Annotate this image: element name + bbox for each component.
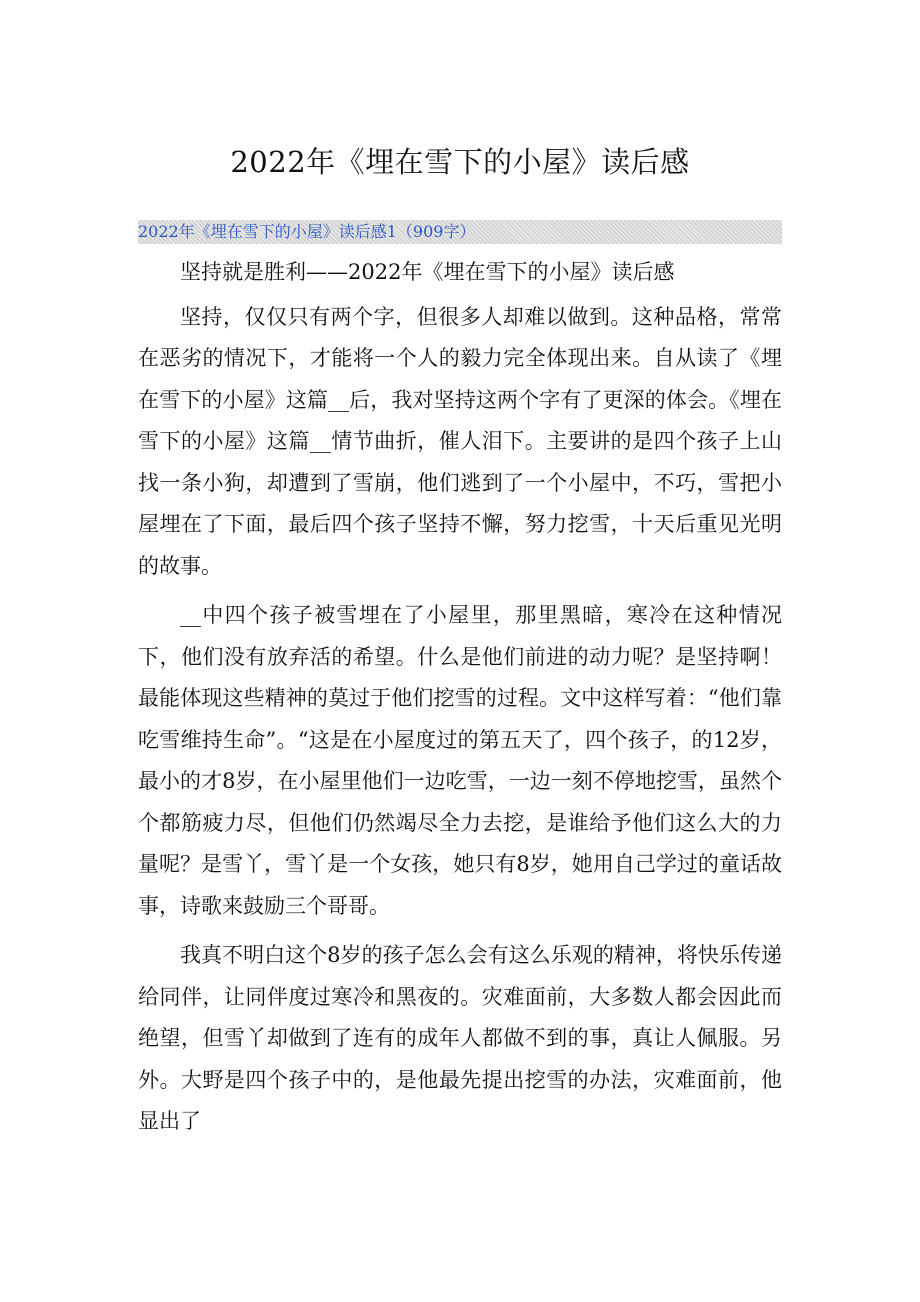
paragraph: __中四个孩子被雪埋在了小屋里，那里黑暗，寒冷在这种情况下，他们没有放弃活的希望。什么是他们前进的动力呢？是坚持啊！最能体现这些精神的莫过于他们挖雪的过程。文中这样写着：“他们靠吃雪维持生命”。“这是在小屋度过的第五天了，四个孩子，的12岁，最小的才8岁，在小屋里他们一边吃雪，一边一刻不停地挖雪，虽然个个都筋疲力尽，但他们仍然竭尽全力去挖，是谁给予他们这么大的力量呢？是雪丫，雪丫是一个女孩，她只有8岁，她用自己学过的童话故事，诗歌来鼓励三个哥哥。 — [138, 603, 782, 918]
document-title: 2022年《埋在雪下的小屋》读后感 — [230, 145, 690, 179]
essay-subtitle: 坚持就是胜利——2022年《埋在雪下的小屋》读后感 — [180, 260, 675, 284]
paragraph: 坚持，仅仅只有两个字，但很多人却难以做到。这种品格，常常在恶劣的情况下，才能将一个人的毅力完全体现出来。自从读了《埋在雪下的小屋》这篇__后，我对坚持这两个字有了更深的体会。《埋在雪下的小屋》这篇__情节曲折，催人泪下。主要讲的是四个孩子上山找一条小狗，却遭到了雪崩，他们逃到了一个小屋中，不巧，雪把小屋埋在了下面，最后四个孩子坚持不懈，努力挖雪，十天后重见光明的故事。 — [138, 304, 782, 578]
section-heading[interactable]: 2022年《埋在雪下的小屋》读后感1（909字） — [138, 220, 782, 244]
document-body — [138, 252, 782, 1151]
paragraph: 我真不明白这个8岁的孩子怎么会有这么乐观的精神，将快乐传递给同伴，让同伴度过寒冷和黑夜的。灾难面前，大多数人都会因此而绝望，但雪丫却做到了连有的成年人都做不到的事，真让人佩服。另外。大野是四个孩子中的，是他最先提出挖雪的办法，灾难面前，他显出了 — [138, 943, 782, 1133]
